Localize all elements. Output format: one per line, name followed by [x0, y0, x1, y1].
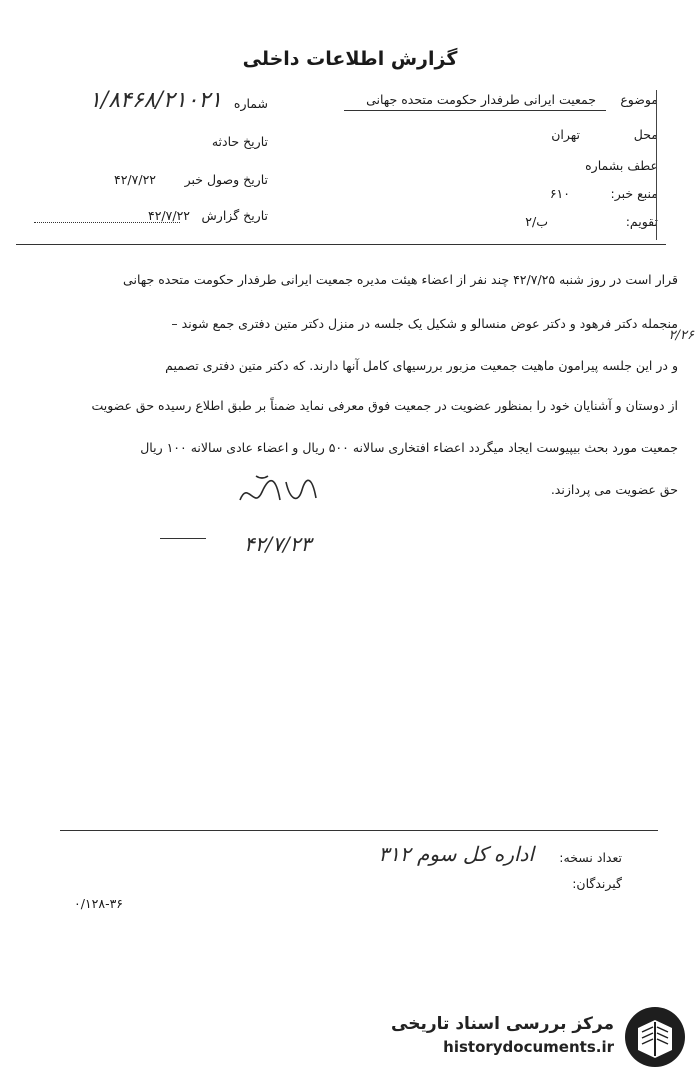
body-line-1: قرار است در روز شنبه ۴۲/۷/۲۵ چند نفر از اعضاء هیئت مدیره جمعیت ایرانی طرفدار حکومت متحده جهانی: [123, 272, 678, 287]
copies-label: تعداد نسخه:: [559, 850, 622, 865]
report-date-value: ۴۲/۷/۲۲: [148, 208, 190, 223]
signature-date: ۴۲/۷/۲۳: [244, 532, 312, 556]
body-line-5: جمعیت مورد بحث بیپیوست ایجاد میگردد اعضاء افتخاری سالانه ۵۰۰ ریال و اعضاء عادی سالانه ۱۰۰ ریال: [140, 440, 678, 455]
receipt-date-value: ۴۲/۷/۲۲: [114, 172, 156, 187]
watermark: [391, 1000, 700, 1070]
evaluation-value: ب/۲: [525, 214, 548, 229]
number-label: شماره: [233, 96, 268, 111]
watermark-org-name: مرکز بررسی اسناد تاریخی: [391, 1014, 614, 1034]
report-date-dotted-line: [34, 222, 180, 223]
evaluation-label: تقویم:: [625, 214, 658, 229]
receipt-date-label: تاریخ وصول خبر: [184, 172, 268, 187]
file-code: ۰/۱۲۸-۳۶: [74, 896, 124, 911]
subject-value: جمعیت ایرانی طرفدار حکومت متحده جهانی: [366, 92, 596, 107]
header-right-border: [656, 90, 657, 240]
watermark-logo-icon: [624, 1006, 686, 1068]
signature-scribble: [220, 470, 340, 520]
report-date-label: تاریخ گزارش: [201, 208, 268, 223]
subject-underline: [344, 110, 606, 111]
header-right-block: [268, 90, 658, 240]
recipients-label: گیرندگان:: [572, 876, 622, 891]
number-value: ۱/۸۴۶۸/۲۱۰۲۱: [89, 88, 222, 113]
body-line-6: حق عضویت می پردازند.: [550, 482, 678, 497]
location-value: تهران: [551, 127, 580, 142]
incident-date-label: تاریخ حادثه: [211, 134, 268, 149]
signature: [220, 470, 340, 520]
source-label: منبع خبر:: [610, 186, 658, 201]
copies-value: اداره کل سوم ۳۱۲: [378, 842, 534, 866]
subject-label: موضوع: [620, 92, 658, 107]
body-line-2: منجمله دکتر فرهود و دکتر عوض منسالو و شکیل یک جلسه در منزل دکتر متین دفتری جمع شوند –: [171, 316, 678, 331]
report-title: گزارش اطلاعات داخلی: [242, 48, 458, 70]
source-value: ۶۱۰: [549, 186, 570, 201]
signature-dash: [160, 538, 206, 539]
header-divider: [16, 244, 666, 245]
header-left-block: [28, 88, 268, 238]
report-body: [0, 262, 700, 502]
body-line-3: و در این جلسه پیرامون ماهیت جمعیت مزبور بررسیهای کامل آنها دارند. که دکتر متین دفتری تصمیم: [165, 358, 678, 373]
margin-note: ۲/۲۶: [668, 328, 694, 343]
location-label: محل: [633, 127, 658, 142]
body-line-4: از دوستان و آشنایان خود را بمنظور عضویت در جمعیت فوق معرفی نماید ضمناً بر طبق اطلاع رسیده حق عضویت: [91, 398, 678, 413]
watermark-url: historydocuments.ir: [443, 1038, 614, 1056]
reference-label: عطف بشماره: [585, 158, 658, 173]
footer-divider: [60, 830, 658, 831]
